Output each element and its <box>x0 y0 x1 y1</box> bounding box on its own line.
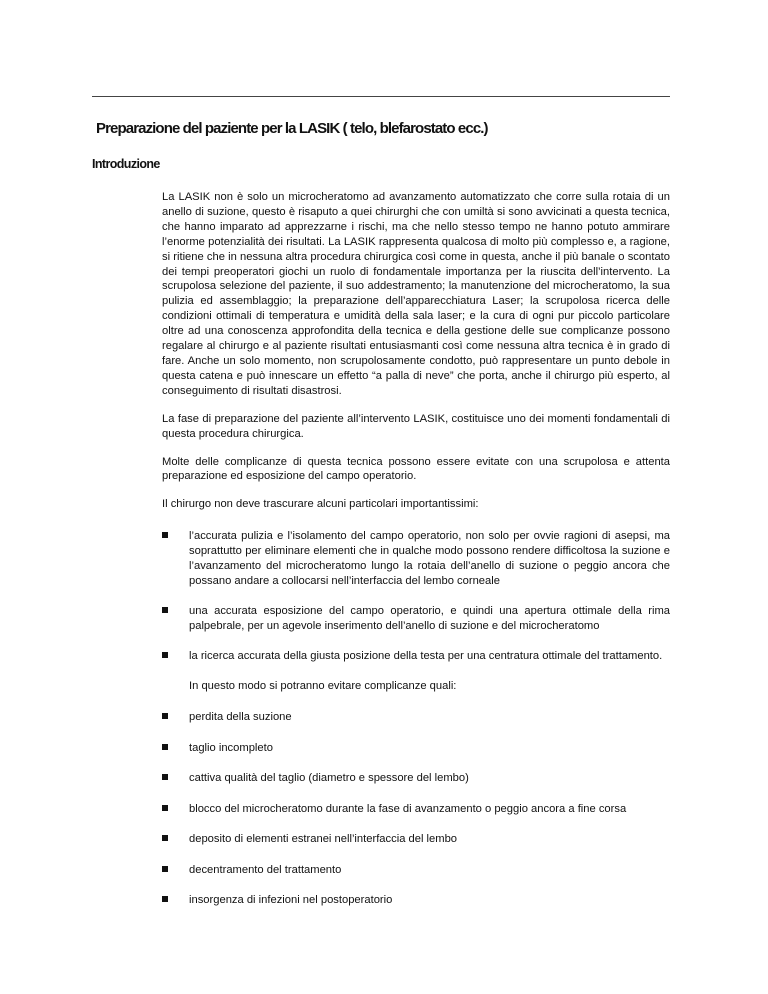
paragraph: La fase di preparazione del paziente all’intervento LASIK, costituisce uno dei momenti fondamentali di questa procedura chirurgica. <box>162 412 670 440</box>
list-item-text: l’accurata pulizia e l’isolamento del campo operatorio, non solo per ovvie ragioni di asepsi, ma soprattutto per eliminare elementi che in qualche modo possono rendere difficoltosa la suzione e l’avanzamento del microcheratomo lungo la rotaia dell’anello di suzione o peggio ancora che possano andare a collocarsi nell’interfaccia del lembo corneale <box>189 530 670 587</box>
square-bullet-icon <box>162 835 168 841</box>
square-bullet-icon <box>162 744 168 750</box>
square-bullet-icon <box>162 896 168 902</box>
complications-intro: In questo modo si potranno evitare complicanze quali: <box>189 679 457 692</box>
list-item-text: la ricerca accurata della giusta posizione della testa per una centratura ottimale del trattamento. <box>189 649 663 662</box>
list-item <box>162 649 670 664</box>
list-item <box>162 741 670 756</box>
list-item <box>162 710 670 725</box>
list-item <box>162 832 670 847</box>
square-bullet-icon <box>162 774 168 780</box>
list-item-text: perdita della suzione <box>189 711 292 724</box>
list-item <box>162 893 670 908</box>
square-bullet-icon <box>162 532 168 538</box>
paragraph: Il chirurgo non deve trascurare alcuni particolari importantissimi: <box>162 498 479 511</box>
section-heading: Introduzione <box>92 157 160 171</box>
list-item <box>162 604 670 634</box>
list-item-text: cattiva qualità del taglio (diametro e spessore del lembo) <box>189 772 469 785</box>
top-rule <box>92 96 670 97</box>
paragraph: Molte delle complicanze di questa tecnica possono essere evitate con una scrupolosa e attenta preparazione ed esposizione del campo operatorio. <box>162 455 670 483</box>
square-bullet-icon <box>162 805 168 811</box>
complications-list <box>162 710 670 908</box>
list-item-text: taglio incompleto <box>189 741 273 754</box>
list-item-text: insorgenza di infezioni nel postoperatorio <box>189 894 393 907</box>
square-bullet-icon <box>162 607 168 613</box>
document-title: Preparazione del paziente per la LASIK ( telo, blefarostato ecc.) <box>96 120 488 137</box>
list-item <box>162 771 670 786</box>
list-item-text: blocco del microcheratomo durante la fase di avanzamento o peggio ancora a fine corsa <box>189 802 627 815</box>
paragraph: La LASIK non è solo un microcheratomo ad avanzamento automatizzato che corre sulla rotaia di un anello di suzione, questo è risaputo a quei chirurghi che con umiltà si sono avvicinati a questa tecnica, che hanno imparato ad apprezzarne i rischi, ma che nello stesso tempo ne hanno potuto ammirare l’enorme potenzialità dei risultati. La LASIK rappresenta qualcosa di molto più complesso e, a ragione, si ritiene che in nessuna altra procedura chirurgica così come in questa, anche il più banale o scontato dei tempi preoperatori giochi un ruolo di fondamentale importanza per la riuscita dell’intervento. La scrupolosa selezione del paziente, il suo addestramento; la manutenzione del microcheratomo, la sua pulizia ed assemblaggio; la preparazione dell’apparecchiatura Laser; la scrupolosa ricerca delle condizioni ottimali di temperatura e umidità della sala laser; e la cura di ogni pur piccolo particolare oltre ad una conoscenza approfondita della tecnica e della gestione delle sue complicanze possono regalare al chirurgo e al paziente risultati entusiasmanti così come nessuna altra tecnica è in grado di fare. Anche un solo momento, non scrupolosamente condotto, può rappresentare un punto debole in questa catena e può innescare un effetto “a palla di neve” che porta, anche il chirurgo più esperto, al conseguimento di risultati disastrosi. <box>162 191 670 397</box>
list-item-text: una accurata esposizione del campo operatorio, e quindi una apertura ottimale della rima palpebrale, per un agevole inserimento dell’anello di suzione e del microcheratomo <box>189 604 670 632</box>
list-item-text: decentramento del trattamento <box>189 863 342 876</box>
important-points-list <box>162 529 670 663</box>
square-bullet-icon <box>162 713 168 719</box>
document-body <box>162 190 670 924</box>
list-item-text: deposito di elementi estranei nell’interfaccia del lembo <box>189 833 458 846</box>
square-bullet-icon <box>162 652 168 658</box>
square-bullet-icon <box>162 866 168 872</box>
list-item <box>162 863 670 878</box>
list-item <box>162 529 670 589</box>
list-item <box>162 802 670 817</box>
